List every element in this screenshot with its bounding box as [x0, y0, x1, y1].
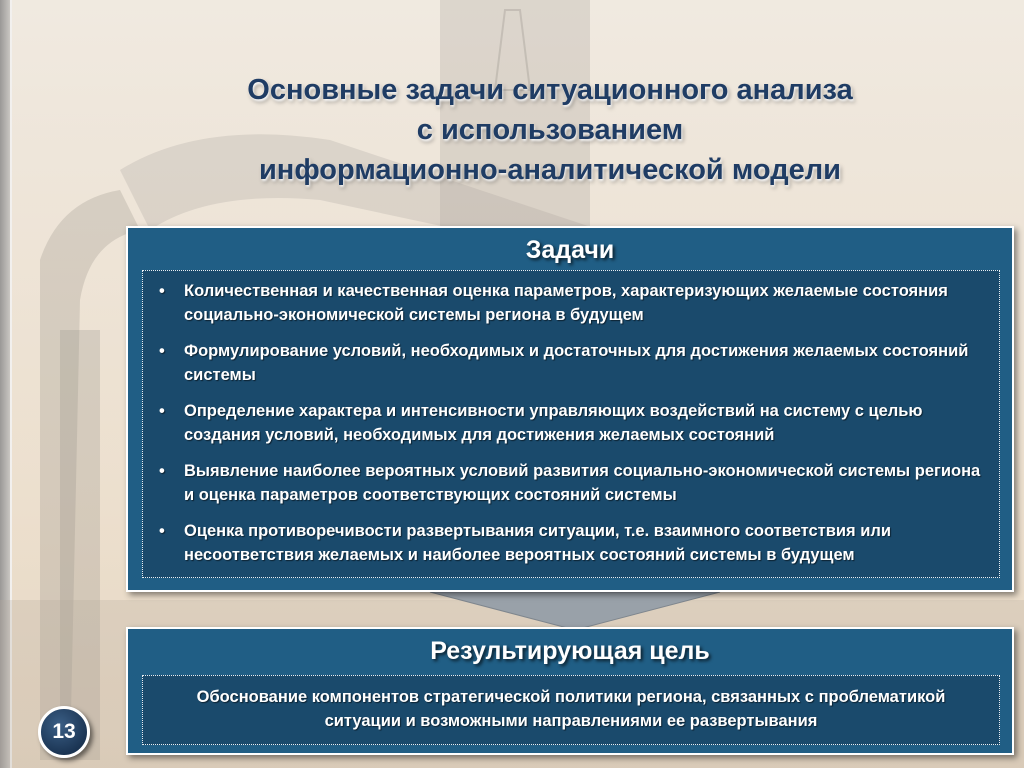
bullet-icon: •	[159, 522, 165, 540]
result-heading: Результирующая цель	[430, 637, 710, 665]
result-text: Обоснование компонентов стратегической политики региона, связанных с проблематикой ситуации и возможными направлениями ее развертывания	[196, 688, 946, 730]
task-text: Определение характера и интенсивности управляющих воздействий на систему с целью создания условий, необходимых для достижения желаемых состояний	[184, 402, 923, 444]
tasks-box	[142, 270, 1000, 578]
slide-title	[150, 70, 950, 190]
bullet-icon: •	[159, 402, 165, 420]
title-line-2: с использованием	[416, 114, 684, 146]
title-line-1: Основные задачи ситуационного анализа	[247, 74, 853, 106]
task-text: Количественная и качественная оценка параметров, характеризующих желаемые состояния социально-экономической системы региона в будущем	[184, 282, 948, 324]
task-item	[157, 519, 985, 567]
task-item	[157, 399, 985, 447]
bullet-icon: •	[159, 282, 165, 300]
task-item	[157, 339, 985, 387]
title-line-3: информационно-аналитической модели	[258, 154, 842, 186]
tasks-heading: Задачи	[525, 236, 615, 264]
result-box	[142, 675, 1000, 745]
task-item	[157, 459, 985, 507]
task-list	[157, 279, 985, 567]
task-text: Выявление наиболее вероятных условий развития социально-экономической системы региона и оценка параметров соответствующих состояний системы	[184, 462, 981, 504]
bullet-icon: •	[159, 462, 165, 480]
result-panel	[126, 627, 1014, 755]
bullet-icon: •	[159, 342, 165, 360]
task-text: Оценка противоречивости развертывания ситуации, т.е. взаимного соответствия или несоответствия желаемых и наиболее вероятных состояний системы в будущем	[184, 522, 892, 564]
task-item	[157, 279, 985, 327]
task-text: Формулирование условий, необходимых и достаточных для достижения желаемых состояний системы	[184, 342, 969, 384]
slide-number-badge: 13	[38, 706, 90, 758]
tasks-panel	[126, 226, 1014, 592]
